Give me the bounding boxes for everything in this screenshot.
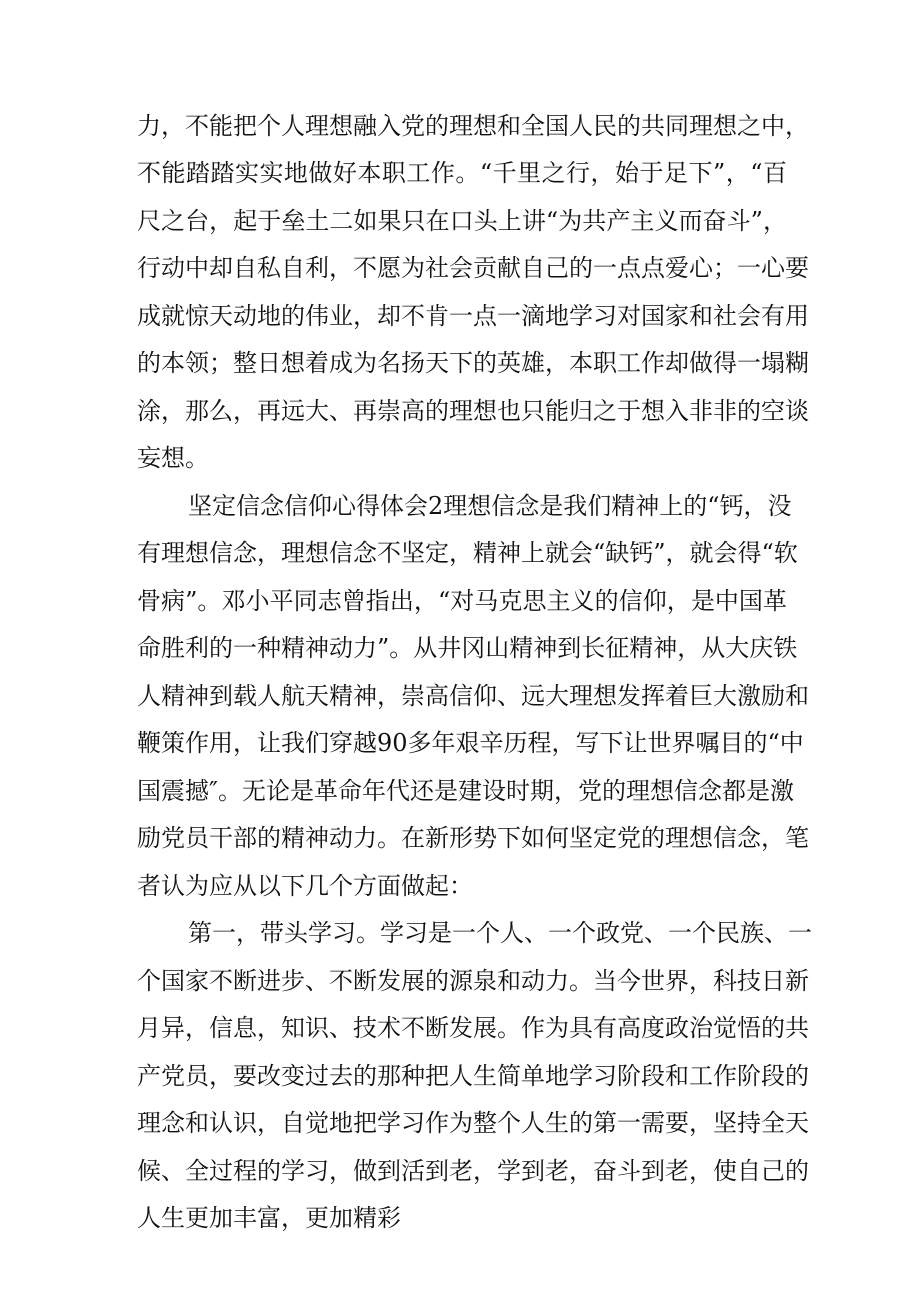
paragraph-3-line-1: 第一，带头学习。学习是一个人、一个政党、一个民族、一 [188,919,812,947]
paragraph-2-line-8: 励党员干部的精神动力。在新形势下如何坚定党的理想信念，笔 [137,824,809,852]
paragraph-1-line-8: 妄想。 [137,444,209,472]
paragraph-3-line-6: 候、全过程的学习，做到活到老，学到老，奋斗到老，使自己的 [137,1157,809,1185]
paragraph-2-line-5: 人精神到载人航天精神，崇高信仰、远大理想发挥着巨大激励和 [137,682,809,710]
paragraph-2-line-9: 者认为应从以下几个方面做起： [137,872,473,900]
paragraph-2-line-1: 坚定信念信仰心得体会2理想信念是我们精神上的“钙，没 [188,492,792,520]
paragraph-2-line-6: 鞭策作用，让我们穿越90多年艰辛历程，写下让世界嘱目的“中 [137,729,804,757]
paragraph-2-line-3: 骨病”。邓小平同志曾指出，“对马克思主义的信仰，是中国革 [137,587,787,615]
paragraph-1-line-1: 力，不能把个人理想融入党的理想和全国人民的共同理想之中， [137,112,809,140]
paragraph-3-line-2: 个国家不断进步、不断发展的源泉和动力。当今世界，科技日新 [137,967,809,995]
paragraph-3-line-5: 理念和认识，自觉地把学习作为整个人生的第一需要，坚持全天 [137,1109,809,1137]
paragraph-3-line-3: 月异，信息，知识、技术不断发展。作为具有高度政治觉悟的共 [137,1014,809,1042]
paragraph-3-line-4: 产党员，要改变过去的那种把人生简单地学习阶段和工作阶段的 [137,1062,809,1090]
paragraph-1-line-7: 涂，那么，再远大、再崇高的理想也只能归之于想入非非的空谈 [137,397,809,425]
paragraph-1-line-6: 的本领；整日想着成为名扬天下的英雄，本职工作却做得一塌糊 [137,349,809,377]
paragraph-2-line-7: 国震撼″。无论是革命年代还是建设时期，党的理想信念都是激 [137,777,794,805]
paragraph-2-line-4: 命胜利的一种精神动力”。从井冈山精神到长征精神，从大庆铁 [137,634,798,662]
paragraph-1-line-2: 不能踏踏实实地做好本职工作。“千里之行，始于足下”，“百 [137,159,787,187]
paragraph-1-line-5: 成就惊天动地的伟业，却不肯一点一滴地学习对国家和社会有用 [137,302,809,330]
paragraph-2-line-2: 有理想信念，理想信念不坚定，精神上就会“缺钙”，就会得“软 [137,539,798,567]
paragraph-1-line-4: 行动中却自私自利，不愿为社会贡献自己的一点点爱心；一心要 [137,254,809,282]
paragraph-1-line-3: 尺之台，起于垒土二如果只在口头上讲“为共产主义而奋斗”， [137,207,787,235]
paragraph-3-line-7: 人生更加丰富，更加精彩 [137,1204,401,1232]
